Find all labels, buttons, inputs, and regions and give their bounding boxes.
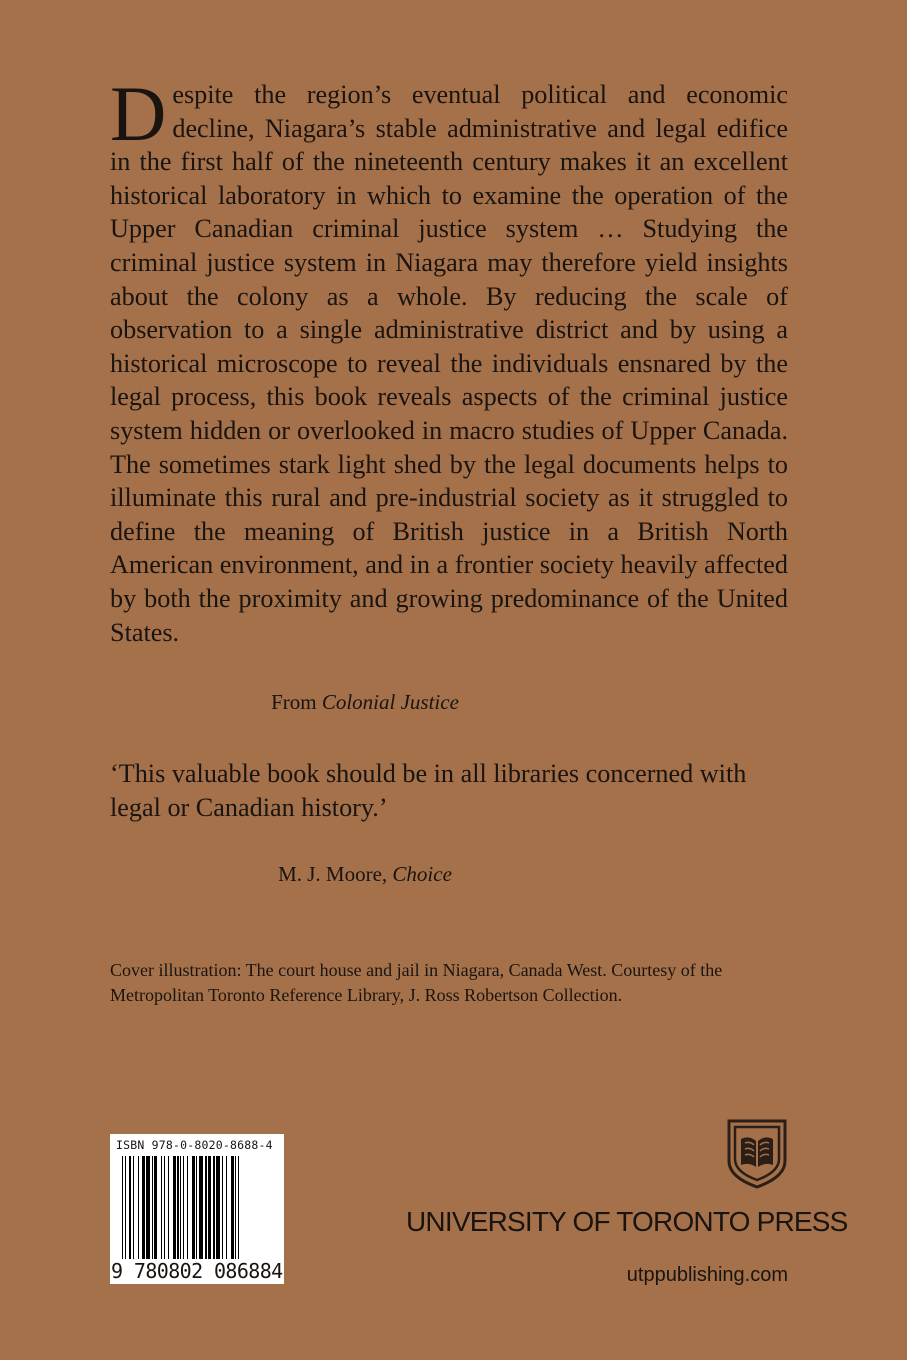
isbn-barcode (110, 1134, 284, 1284)
review-quote: ‘This valuable book should be in all libraries concerned with legal or Canadian history.’ (110, 759, 747, 822)
excerpt-paragraph (110, 70, 788, 649)
excerpt-attribution (110, 690, 620, 715)
barcode-bars (122, 1156, 282, 1264)
review-attribution (110, 862, 620, 887)
attribution-prefix: From (271, 690, 322, 714)
publisher-website: utppublishing.com (626, 1264, 788, 1286)
attribution-title: Colonial Justice (321, 690, 459, 714)
drop-cap: D (110, 70, 167, 157)
isbn-label: ISBN 978-0-8020-8688-4 (116, 1138, 273, 1152)
cover-credit: Cover illustration: The court house and jail in Niagara, Canada West. Courtesy of the Metropolitan Toronto Reference Library, J. Ross Robertson Collection. (110, 960, 723, 1005)
ean-digits: 9 780802 086884 (111, 1259, 283, 1283)
publisher-name: UNIVERSITY OF TORONTO PRESS (406, 1206, 848, 1237)
book-shield-icon (725, 1117, 789, 1189)
review-author: M. J. Moore, (278, 862, 393, 886)
review-source: Choice (392, 862, 452, 886)
excerpt-text: espite the region’s eventual political and economic decline, Niagara’s stable administrative and legal edifice in the first half of the nineteenth century makes it an excellent historical laboratory in which to examine the operation of the Upper Canadian criminal justice system … Studying the criminal justice system in Niagara may therefore yield insights about the colony as a whole. By reducing the scale of observation to a single administrative district and by using a historical microscope to reveal the individuals ensnared by the legal process, this book reveals aspects of the criminal justice system hidden or overlooked in macro studies of Upper Canada. The sometimes stark light shed by the legal documents helps to illuminate this rural and pre-industrial society as it struggled to define the meaning of British justice in a British North American environment, and in a frontier society heavily affected by both the proximity and growing predominance of the United States. (110, 80, 788, 647)
